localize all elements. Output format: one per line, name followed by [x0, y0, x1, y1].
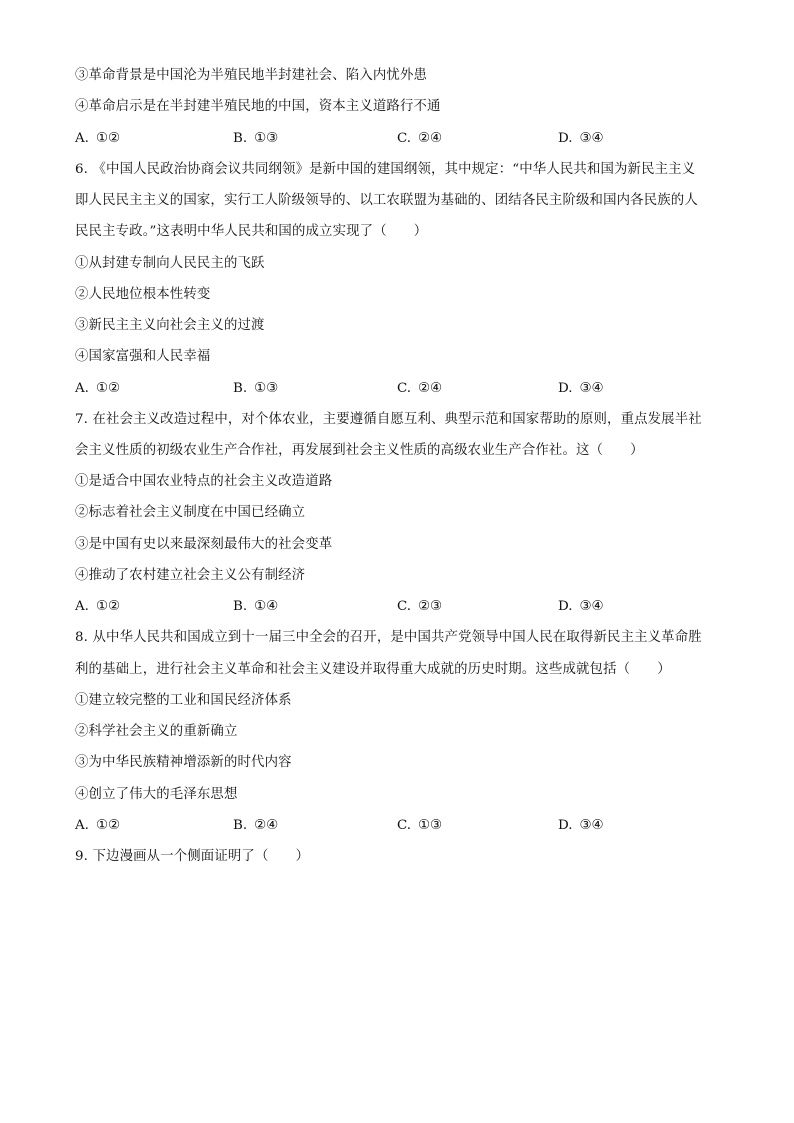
question-6-stem-line-3: 民民主专政。”这表明中华人民共和国的成立实现了（ ）	[75, 224, 428, 239]
options-row	[75, 130, 675, 148]
question-6-stem-line-1: 6. 《中国人民政治协商会议共同纲领》是新中国的建国纲领，其中规定：“中华人民共和国为新民主主义	[75, 162, 696, 177]
option-d[interactable]: D. ③④	[558, 818, 604, 833]
question-8-statement-2: ②科学社会主义的重新确立	[75, 724, 238, 739]
question-7-statement-3: ③是中国有史以来最深刻最伟大的社会变革	[75, 537, 333, 552]
question-6-statement-4: ④国家富强和人民幸福	[75, 349, 211, 364]
option-a[interactable]: A. ①②	[75, 818, 120, 833]
question-7-statement-4: ④推动了农村建立社会主义公有制经济	[75, 568, 306, 583]
option-a[interactable]: A. ①②	[75, 599, 120, 614]
option-c[interactable]: C. ②④	[397, 381, 443, 396]
option-d[interactable]: D. ③④	[558, 381, 604, 396]
question-8-statement-1: ①建立较完整的工业和国民经济体系	[75, 693, 292, 708]
question-7-stem-line-2: 会主义性质的初级农业生产合作社，再发展到社会主义性质的高级农业生产合作社。这（ ）	[75, 443, 644, 458]
question-6-stem-line-2: 即人民民主主义的国家，实行工人阶级领导的、以工农联盟为基础的、团结各民主阶级和国内各民族的人	[75, 193, 698, 208]
option-b[interactable]: B. ①③	[233, 131, 279, 146]
option-d[interactable]: D. ③④	[558, 599, 604, 614]
question-7-statement-2: ②标志着社会主义制度在中国已经确立	[75, 505, 306, 520]
question-8-options	[75, 817, 675, 835]
question-7-statement-1: ①是适合中国农业特点的社会主义改造道路	[75, 474, 333, 489]
question-7-options	[75, 598, 675, 616]
question-6-statement-1: ①从封建专制向人民民主的飞跃	[75, 256, 265, 271]
question-8-statement-4: ④创立了伟大的毛泽东思想	[75, 787, 238, 802]
option-b[interactable]: B. ①④	[233, 599, 279, 614]
question-8-stem-line-1: 8. 从中华人民共和国成立到十一届三中全会的召开，是中国共产党领导中国人民在取得新民主主义革命胜	[75, 630, 702, 645]
option-b[interactable]: B. ①③	[233, 381, 279, 396]
option-a[interactable]: A. ①②	[75, 381, 120, 396]
question-9-stem-line-1: 9. 下边漫画从一个侧面证明了（ ）	[75, 849, 310, 864]
option-c[interactable]: C. ①③	[397, 818, 443, 833]
statement-4: ④革命启示是在半封建半殖民地的中国，资本主义道路行不通	[75, 99, 441, 114]
question-7-stem-line-1: 7. 在社会主义改造过程中，对个体农业，主要遵循自愿互利、典型示范和国家帮助的原则，重点发展半社	[75, 412, 702, 427]
question-8-stem-line-2: 利的基础上，进行社会主义革命和社会主义建设并取得重大成就的历史时期。这些成就包括（ ）	[75, 662, 671, 677]
question-8-statement-3: ③为中华民族精神增添新的时代内容	[75, 755, 292, 770]
statement-3: ③革命背景是中国沦为半殖民地半封建社会、陷入内忧外患	[75, 68, 428, 83]
question-6-options	[75, 380, 675, 398]
question-6-statement-2: ②人民地位根本性转变	[75, 287, 211, 302]
option-c[interactable]: C. ②④	[397, 131, 443, 146]
option-c[interactable]: C. ②③	[397, 599, 443, 614]
question-6-statement-3: ③新民主主义向社会主义的过渡	[75, 318, 265, 333]
option-a[interactable]: A. ①②	[75, 131, 120, 146]
option-b[interactable]: B. ②④	[233, 818, 279, 833]
option-d[interactable]: D. ③④	[558, 131, 604, 146]
